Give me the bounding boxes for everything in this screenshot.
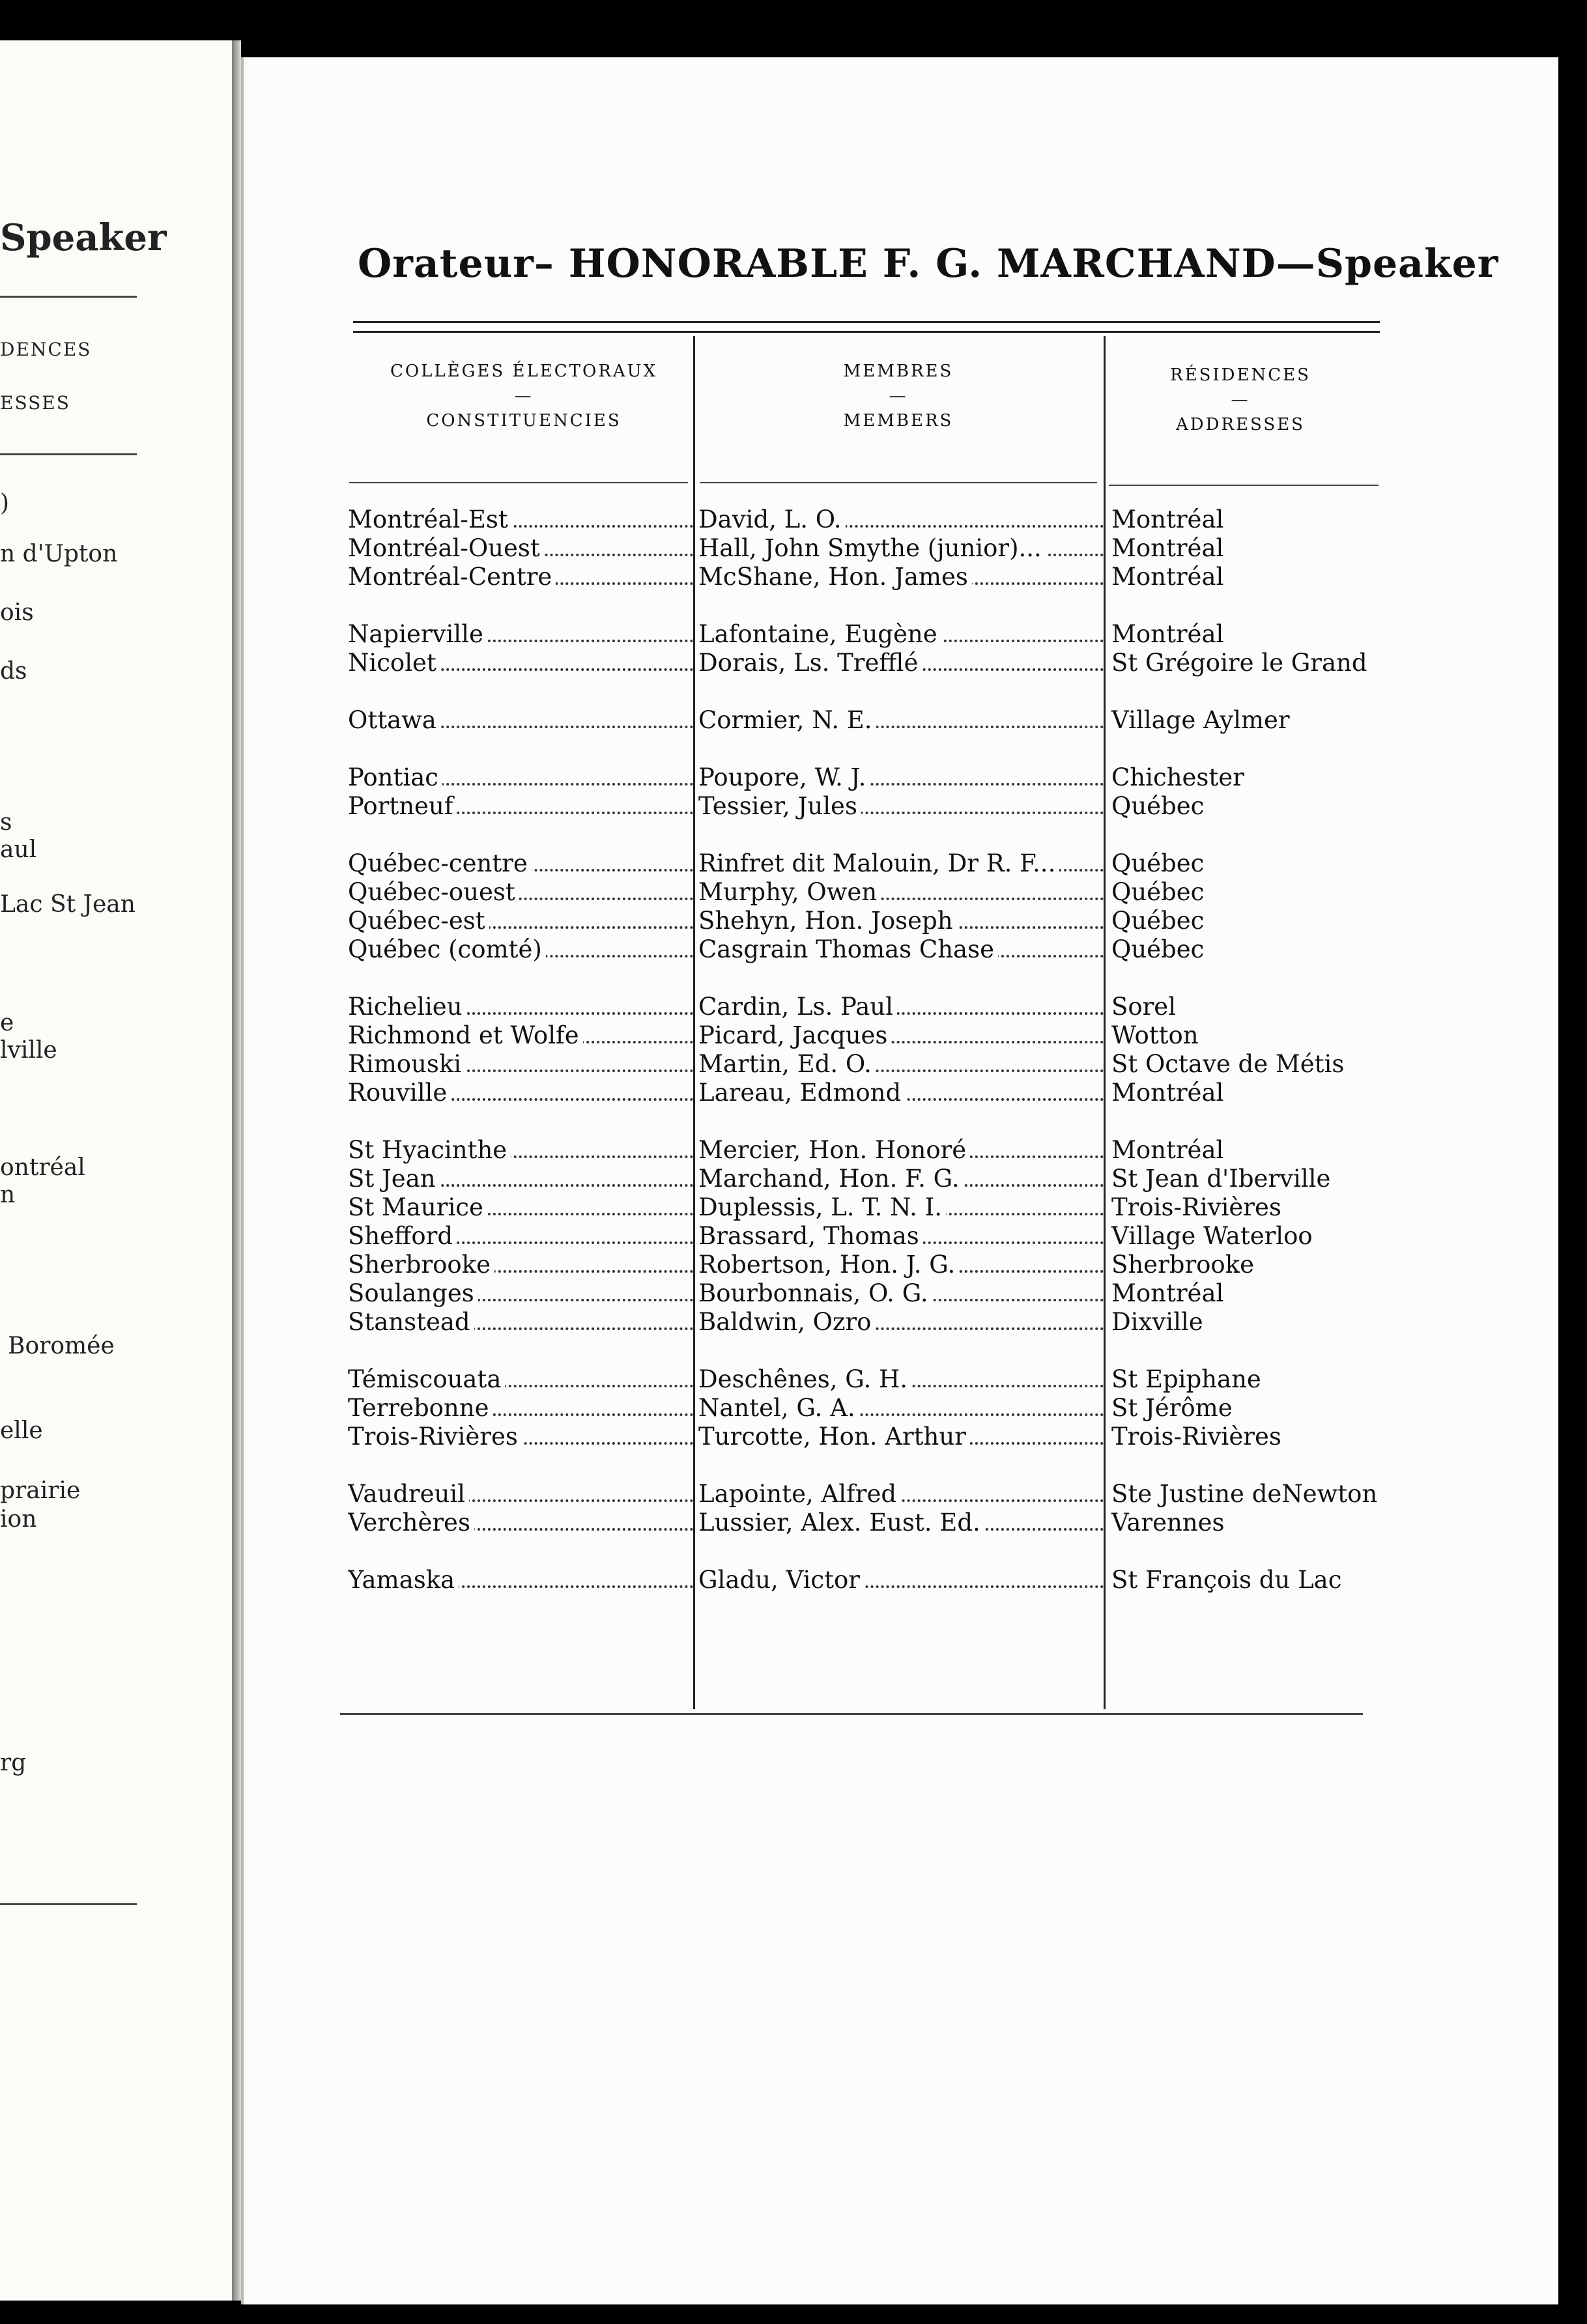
- member-cell: [698, 1480, 1109, 1509]
- column-header-dash: —: [1231, 390, 1250, 410]
- header-underline: [1109, 485, 1379, 486]
- member-cell: [698, 1165, 1109, 1193]
- college-name: Richmond et Wolfe: [348, 1021, 583, 1049]
- table-row: [348, 763, 1390, 792]
- college-cell: [348, 1566, 698, 1594]
- residence-cell: Montréal: [1111, 1079, 1224, 1107]
- left-page-line: ontréal: [0, 1154, 85, 1181]
- left-page-line: n: [0, 1182, 16, 1208]
- left-page-line: ois: [0, 599, 34, 626]
- residence-cell: Montréal: [1111, 620, 1224, 648]
- member-cell: [698, 1509, 1109, 1537]
- column-header-dash: —: [889, 386, 908, 406]
- table-row: [348, 1480, 1390, 1509]
- residence-cell: Ste Justine deNewton: [1111, 1480, 1378, 1508]
- residence-cell: Wotton: [1111, 1021, 1199, 1049]
- table-row: [348, 1509, 1390, 1537]
- college-name: Québec (comté): [348, 935, 546, 963]
- column-header-dash: —: [514, 386, 534, 406]
- table-row: [348, 1423, 1390, 1451]
- college-name: Québec-centre: [348, 849, 532, 877]
- table-row: [348, 849, 1390, 878]
- residence-cell: Trois-Rivières: [1111, 1193, 1281, 1221]
- residence-cell: Québec: [1111, 849, 1205, 877]
- residence-cell: Québec: [1111, 935, 1205, 963]
- left-page-rule: [0, 1903, 137, 1905]
- college-name: Québec-ouest: [348, 878, 519, 906]
- table-row: [348, 620, 1390, 649]
- residence-cell: Varennes: [1111, 1509, 1225, 1537]
- college-cell: [348, 935, 698, 964]
- member-name: Cardin, Ls. Paul: [698, 993, 897, 1021]
- college-cell: [348, 1021, 698, 1050]
- member-name: Lussier, Alex. Eust. Ed.: [698, 1509, 984, 1537]
- member-name: Dorais, Ls. Trefflé: [698, 649, 922, 677]
- college-name: Trois-Rivières: [348, 1423, 522, 1451]
- college-cell: [348, 907, 698, 935]
- college-cell: [348, 849, 698, 878]
- member-cell: [698, 1566, 1109, 1594]
- residence-cell: Québec: [1111, 792, 1205, 820]
- college-name: Napierville: [348, 620, 487, 648]
- table-row: [348, 1193, 1390, 1222]
- college-cell: [348, 763, 698, 792]
- left-page-rule: [0, 453, 137, 455]
- member-cell: [698, 907, 1109, 935]
- member-cell: [698, 849, 1109, 878]
- table-row: [348, 706, 1390, 735]
- left-page-line: ): [0, 490, 10, 517]
- member-name: Lapointe, Alfred: [698, 1480, 900, 1508]
- college-name: Nicolet: [348, 649, 440, 677]
- column-header-members-en: MEMBERS: [843, 411, 954, 431]
- college-name: Vaudreuil: [348, 1480, 469, 1508]
- member-name: Murphy, Owen: [698, 878, 881, 906]
- college-name: Québec-est: [348, 907, 489, 935]
- table-row: [348, 993, 1390, 1021]
- member-cell: [698, 1394, 1109, 1423]
- table-row: [348, 1165, 1390, 1193]
- column-header-colleges: [354, 357, 693, 435]
- left-page-line: ion: [0, 1506, 37, 1533]
- college-cell: [348, 1308, 698, 1337]
- member-cell: [698, 1136, 1109, 1165]
- member-name: Baldwin, Ozro: [698, 1308, 875, 1336]
- table-row: [348, 907, 1390, 935]
- member-cell: [698, 620, 1109, 649]
- title-rule-top: [353, 321, 1380, 323]
- member-name: Nantel, G. A.: [698, 1394, 859, 1422]
- table-row: [348, 1222, 1390, 1251]
- column-header-residences-en: ADDRESSES: [1176, 415, 1305, 434]
- table-row: [348, 1365, 1390, 1394]
- member-cell: [698, 878, 1109, 907]
- table-row: [348, 1050, 1390, 1079]
- left-page-line: lville: [0, 1037, 57, 1064]
- residence-cell: Montréal: [1111, 563, 1224, 591]
- member-cell: [698, 1279, 1109, 1308]
- college-cell: [348, 1079, 698, 1107]
- college-cell: [348, 1251, 698, 1279]
- member-cell: [698, 1193, 1109, 1222]
- college-cell: [348, 1050, 698, 1079]
- residence-cell: St Grégoire le Grand: [1111, 649, 1367, 677]
- college-cell: [348, 1480, 698, 1509]
- college-cell: [348, 878, 698, 907]
- residence-cell: Dixville: [1111, 1308, 1203, 1336]
- member-cell: [698, 1050, 1109, 1079]
- college-name: Shefford: [348, 1222, 457, 1250]
- college-name: Richelieu: [348, 993, 466, 1021]
- college-name: Yamaska: [348, 1566, 459, 1594]
- left-page-line: elle: [0, 1417, 43, 1444]
- member-cell: [698, 534, 1109, 563]
- column-header-members-fr: MEMBRES: [843, 361, 954, 381]
- member-name: Cormier, N. E.: [698, 706, 876, 734]
- member-cell: [698, 763, 1109, 792]
- title-rule-bottom: [353, 331, 1380, 333]
- left-page-line: n d'Upton: [0, 541, 118, 567]
- college-cell: [348, 563, 698, 591]
- member-name: Robertson, Hon. J. G.: [698, 1251, 959, 1279]
- college-cell: [348, 1509, 698, 1537]
- member-name: Shehyn, Hon. Joseph: [698, 907, 957, 935]
- table-row: [348, 1136, 1390, 1165]
- left-page-line: Boromée: [8, 1333, 115, 1359]
- member-cell: [698, 563, 1109, 591]
- table-row: [348, 563, 1390, 591]
- college-name: Sherbrooke: [348, 1251, 494, 1279]
- college-name: Ottawa: [348, 706, 440, 734]
- residence-cell: Village Waterloo: [1111, 1222, 1313, 1250]
- table-row: [348, 935, 1390, 964]
- group-spacer: [348, 821, 1390, 849]
- column-header-members: [693, 357, 1104, 435]
- table-row: [348, 1079, 1390, 1107]
- page-title: Orateur– HONORABLE F. G. MARCHAND—Speaker: [358, 241, 1499, 287]
- residence-cell: Village Aylmer: [1111, 706, 1290, 734]
- member-name: Hall, John Smythe (junior)...: [698, 534, 1046, 562]
- left-page-line: s: [0, 809, 12, 836]
- college-name: Montréal-Est: [348, 505, 512, 533]
- college-name: Soulanges: [348, 1279, 478, 1307]
- member-cell: [698, 1423, 1109, 1451]
- member-name: Lareau, Edmond: [698, 1079, 905, 1107]
- college-name: St Maurice: [348, 1193, 487, 1221]
- group-spacer: [348, 1537, 1390, 1566]
- group-spacer: [348, 1107, 1390, 1136]
- member-name: Turcotte, Hon. Arthur: [698, 1423, 970, 1451]
- table-row: [348, 649, 1390, 677]
- member-name: Brassard, Thomas: [698, 1222, 923, 1250]
- left-page-heading-2: ESSES: [0, 392, 70, 414]
- left-page-line: prairie: [0, 1477, 81, 1504]
- residence-cell: St Octave de Métis: [1111, 1050, 1345, 1078]
- header-underline: [700, 482, 1097, 483]
- college-name: Pontiac: [348, 763, 442, 791]
- residence-cell: Québec: [1111, 878, 1205, 906]
- member-name: Deschênes, G. H.: [698, 1365, 911, 1393]
- college-name: Rouville: [348, 1079, 451, 1107]
- table-row: [348, 534, 1390, 563]
- member-cell: [698, 935, 1109, 964]
- member-name: Casgrain Thomas Chase: [698, 935, 998, 963]
- member-cell: [698, 1079, 1109, 1107]
- residence-cell: Montréal: [1111, 505, 1224, 533]
- college-cell: [348, 620, 698, 649]
- college-name: Témiscouata: [348, 1365, 505, 1393]
- left-page-line: rg: [0, 1750, 27, 1776]
- member-cell: [698, 993, 1109, 1021]
- table-row: [348, 1566, 1390, 1594]
- group-spacer: [348, 1451, 1390, 1480]
- group-spacer: [348, 591, 1390, 620]
- college-cell: [348, 993, 698, 1021]
- table-row: [348, 1279, 1390, 1308]
- college-name: St Hyacinthe: [348, 1136, 511, 1164]
- college-name: Montréal-Centre: [348, 563, 556, 591]
- table-row: [348, 1021, 1390, 1050]
- column-header-residences: [1104, 361, 1377, 439]
- residence-cell: St Jean d'Iberville: [1111, 1165, 1331, 1193]
- residence-cell: Montréal: [1111, 534, 1224, 562]
- college-cell: [348, 792, 698, 821]
- group-spacer: [348, 1337, 1390, 1365]
- left-page-line: Lac St Jean: [0, 891, 136, 918]
- table-end-rule: [340, 1713, 1363, 1715]
- residence-cell: Québec: [1111, 907, 1205, 935]
- member-name: Lafontaine, Eugène: [698, 620, 941, 648]
- member-name: Duplessis, L. T. N. I.: [698, 1193, 946, 1221]
- gutter-shadow: [232, 40, 241, 2301]
- column-header-colleges-fr: COLLÈGES ÉLECTORAUX: [390, 361, 658, 381]
- member-cell: [698, 1021, 1109, 1050]
- member-name: Picard, Jacques: [698, 1021, 891, 1049]
- college-cell: [348, 1423, 698, 1451]
- member-name: Marchand, Hon. F. G.: [698, 1165, 964, 1193]
- college-cell: [348, 1136, 698, 1165]
- left-page-line: ds: [0, 658, 27, 685]
- college-cell: [348, 649, 698, 677]
- member-cell: [698, 792, 1109, 821]
- college-name: Portneuf: [348, 792, 457, 820]
- member-name: Bourbonnais, O. G.: [698, 1279, 932, 1307]
- member-name: Poupore, W. J.: [698, 763, 870, 791]
- document-page: [241, 57, 1558, 2304]
- group-spacer: [348, 964, 1390, 993]
- left-page-line: aul: [0, 836, 37, 863]
- college-name: Terrebonne: [348, 1394, 493, 1422]
- college-cell: [348, 1279, 698, 1308]
- college-cell: [348, 1365, 698, 1394]
- college-name: Stanstead: [348, 1308, 474, 1336]
- member-cell: [698, 649, 1109, 677]
- column-header-colleges-en: CONSTITUENCIES: [426, 411, 622, 431]
- member-cell: [698, 1308, 1109, 1337]
- table-row: [348, 792, 1390, 821]
- left-page-fragment: [0, 40, 234, 2301]
- college-name: Verchères: [348, 1509, 474, 1537]
- college-name: Montréal-Ouest: [348, 534, 544, 562]
- college-cell: [348, 1193, 698, 1222]
- member-name: Martin, Ed. O.: [698, 1050, 876, 1078]
- group-spacer: [348, 735, 1390, 763]
- college-cell: [348, 534, 698, 563]
- member-name: Tessier, Jules: [698, 792, 861, 820]
- college-name: Rimouski: [348, 1050, 465, 1078]
- left-page-heading-1: DENCES: [0, 339, 92, 360]
- header-underline: [349, 482, 688, 483]
- member-name: McShane, Hon. James: [698, 563, 972, 591]
- table-row: [348, 1308, 1390, 1337]
- residence-cell: St Jérôme: [1111, 1394, 1233, 1422]
- member-cell: [698, 505, 1109, 534]
- member-name: Mercier, Hon. Honoré: [698, 1136, 970, 1164]
- residence-cell: Sorel: [1111, 993, 1177, 1021]
- left-page-speaker: Speaker: [0, 216, 167, 259]
- table-row: [348, 1251, 1390, 1279]
- residence-cell: Trois-Rivières: [1111, 1423, 1281, 1451]
- table-row: [348, 505, 1390, 534]
- residence-cell: Montréal: [1111, 1136, 1224, 1164]
- group-spacer: [348, 677, 1390, 706]
- left-page-rule: [0, 296, 137, 298]
- member-cell: [698, 706, 1109, 735]
- member-name: Rinfret dit Malouin, Dr R. F...: [698, 849, 1059, 877]
- college-cell: [348, 505, 698, 534]
- residence-cell: St Epiphane: [1111, 1365, 1261, 1393]
- college-name: St Jean: [348, 1165, 440, 1193]
- left-page-line: e: [0, 1010, 14, 1036]
- member-cell: [698, 1222, 1109, 1251]
- member-cell: [698, 1251, 1109, 1279]
- college-cell: [348, 706, 698, 735]
- table-row: [348, 1394, 1390, 1423]
- table-row: [348, 878, 1390, 907]
- residence-cell: Sherbrooke: [1111, 1251, 1255, 1279]
- college-cell: [348, 1222, 698, 1251]
- residence-cell: Montréal: [1111, 1279, 1224, 1307]
- members-table: [348, 505, 1390, 1594]
- residence-cell: St François du Lac: [1111, 1566, 1342, 1594]
- column-header-residences-fr: RÉSIDENCES: [1170, 365, 1311, 385]
- college-cell: [348, 1394, 698, 1423]
- college-cell: [348, 1165, 698, 1193]
- member-cell: [698, 1365, 1109, 1394]
- member-name: David, L. O.: [698, 505, 846, 533]
- residence-cell: Chichester: [1111, 763, 1244, 791]
- member-name: Gladu, Victor: [698, 1566, 864, 1594]
